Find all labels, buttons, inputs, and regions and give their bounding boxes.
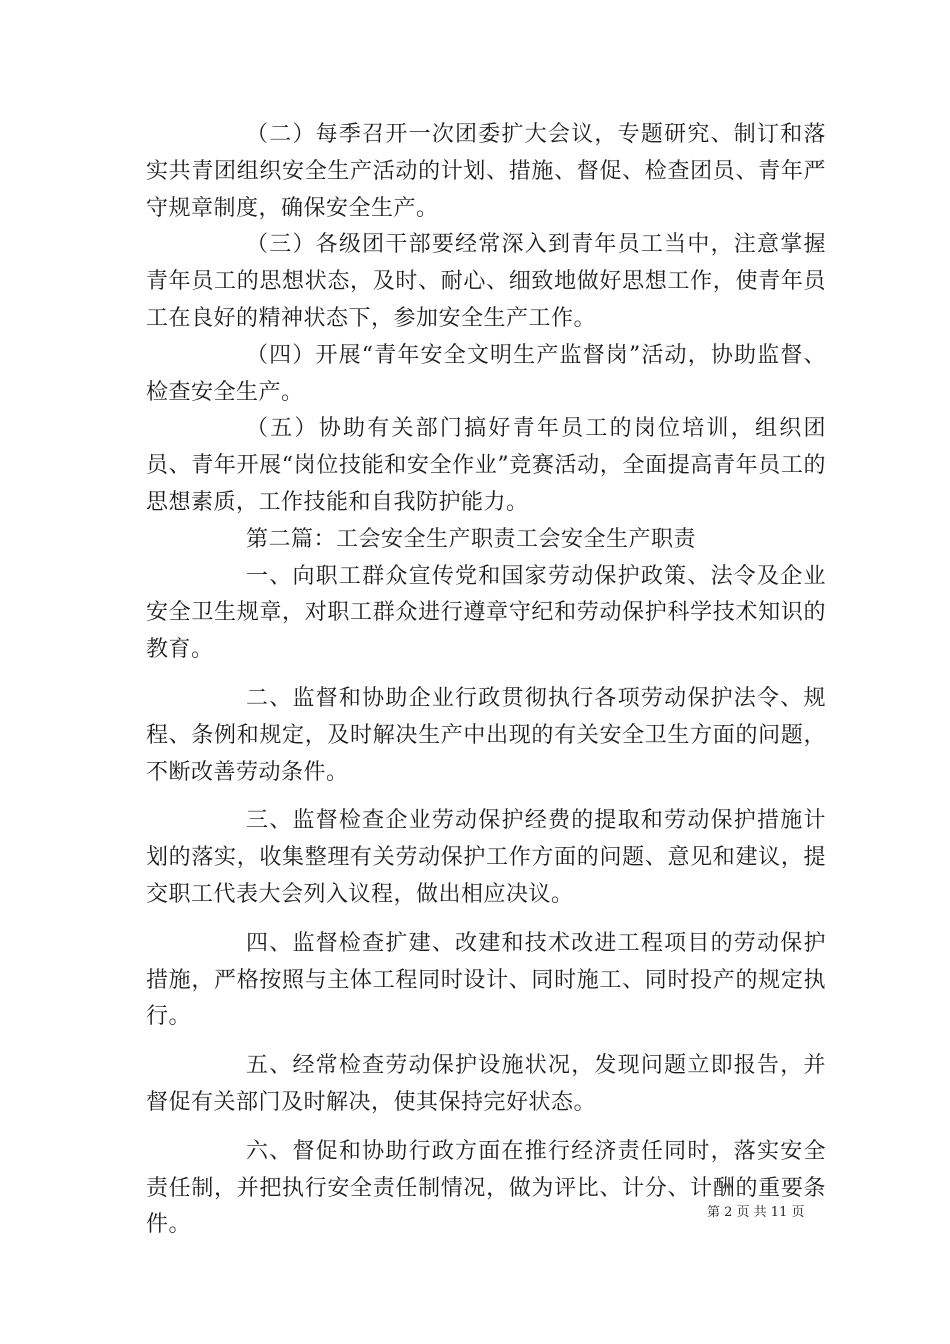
duty-item-1: 一、向职工群众宣传党和国家劳动保护政策、法令及企业安全卫生规章，对职工群众进行遵章守纪和劳动保护科学技术知识的教育。 <box>146 563 826 663</box>
duty-item-6: 六、督促和协助行政方面在推行经济责任同时，落实安全责任制，并把执行安全责任制情况，做为评比、计分、计酬的重要条件。 <box>146 1138 826 1238</box>
duty-item-5: 五、经常检查劳动保护设施状况，发现问题立即报告，并督促有关部门及时解决，使其保持完好状态。 <box>146 1053 826 1115</box>
paragraph-2: （二）每季召开一次团委扩大会议，专题研究、制订和落实共青团组织安全生产活动的计划、措施、督促、检查团员、青年严守规章制度，确保安全生产。 <box>146 122 826 221</box>
duty-item-2: 二、监督和协助企业行政贯彻执行各项劳动保护法令、规程、条例和规定，及时解决生产中出现的有关安全卫生方面的问题，不断改善劳动条件。 <box>146 685 826 785</box>
section-heading: 第二篇：工会安全生产职责工会安全生产职责 <box>246 526 697 552</box>
paragraph-5: （五）协助有关部门搞好青年员工的岗位培训，组织团员、青年开展“岗位技能和安全作业”竞赛活动，全面提高青年员工的思想素质，工作技能和自我防护能力。 <box>146 416 826 515</box>
duty-item-4: 四、监督检查扩建、改建和技术改进工程项目的劳动保护措施，严格按照与主体工程同时设计、同时施工、同时投产的规定执行。 <box>146 930 826 1030</box>
document-body <box>146 117 826 1244</box>
duty-item-3: 三、监督检查企业劳动保护经费的提取和劳动保护措施计划的落实，收集整理有关劳动保护工作方面的问题、意见和建议，提交职工代表大会列入议程，做出相应决议。 <box>146 808 826 907</box>
page-number-footer: 第 2 页 共 11 页 <box>707 1205 805 1220</box>
paragraph-4: （四）开展“青年安全文明生产监督岗”活动，协助监督、检查安全生产。 <box>146 342 826 405</box>
paragraph-3: （三）各级团干部要经常深入到青年员工当中，注意掌握青年员工的思想状态，及时、耐心、细致地做好思想工作，使青年员工在良好的精神状态下，参加安全生产工作。 <box>146 232 826 331</box>
